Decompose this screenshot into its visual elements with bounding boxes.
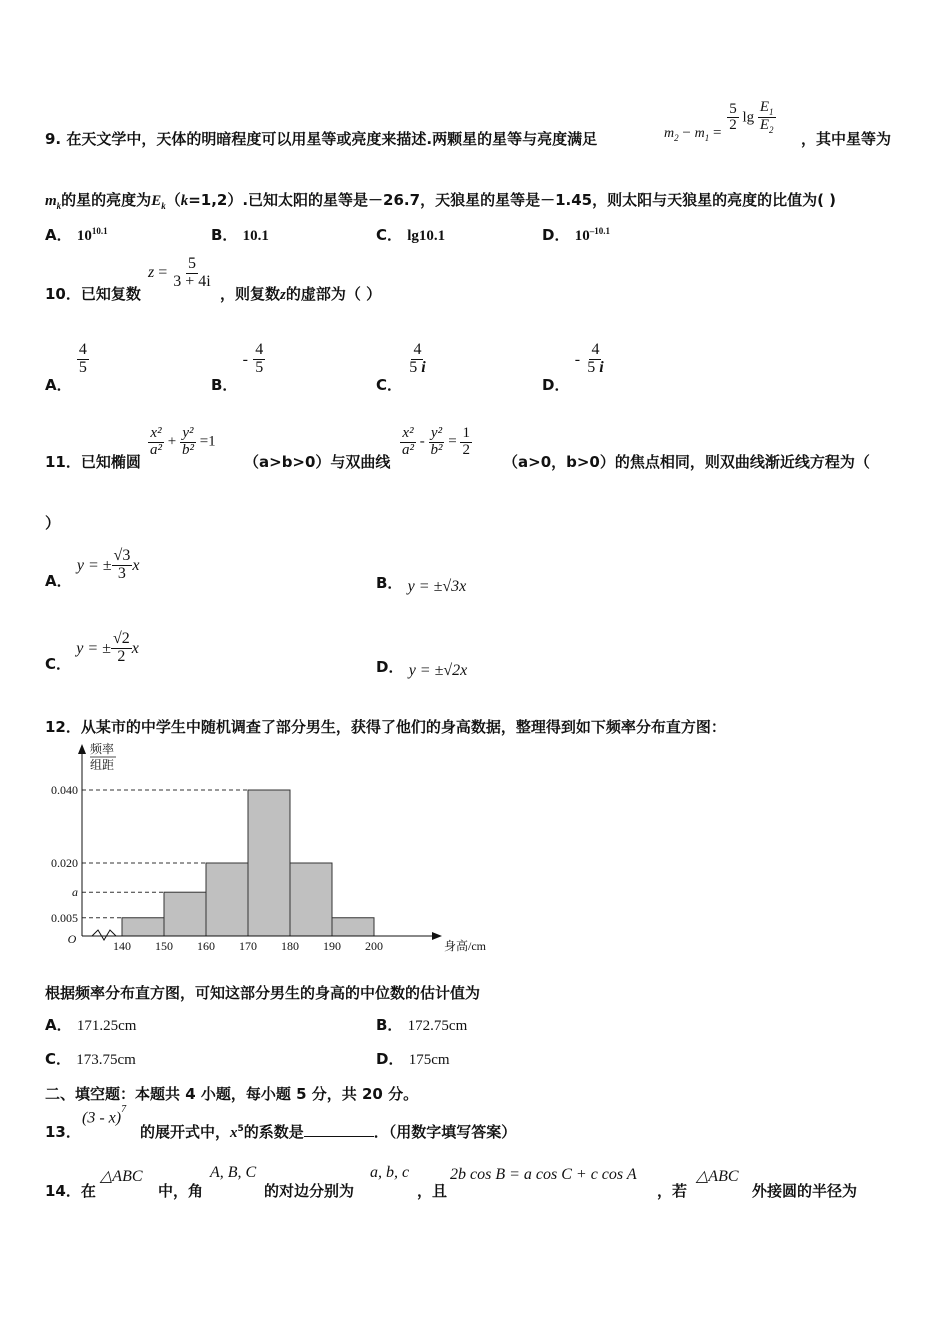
- q11-ellipse: $\frac{\text{x²}}{\text{a²}}$ + $\frac{\text{y²}}{\text{b²}}$ =1: [150, 425, 216, 458]
- q9-text-b: ，其中星等为: [801, 130, 892, 148]
- q14-text-6: 外接圆的半径为: [752, 1182, 858, 1200]
- q10-tail: ，则复数z的虚部为（ ）: [220, 285, 382, 303]
- x-tick-label: 190: [323, 939, 341, 953]
- q9-line2: $m_k$的星的亮度为$E_k(k=1,2)$.已知太阳的星等是－26.7，天狼星的星等是－1.45，则太阳与天狼星的亮度的比值为( ): [45, 191, 837, 211]
- q9-text-a: 在天文学中，天体的明暗程度可以用星等或亮度来描述.两颗星的星等与亮度满足: [66, 130, 598, 148]
- q12-question: 根据频率分布直方图，可知这部分男生的身高的中位数的估计值为: [45, 984, 481, 1002]
- q9-option-d[interactable]: D． $10^{-10.1}$: [542, 226, 610, 244]
- y-tick-label: a: [72, 885, 78, 900]
- y-tick-label: 0.020: [51, 856, 78, 870]
- x-tick-label: 140: [113, 939, 131, 953]
- q12-option-d[interactable]: D． 175cm: [376, 1050, 450, 1068]
- q11-option-c[interactable]: C． y = ± $\frac{√2}{2}$ x: [45, 630, 139, 673]
- x-tick-label: 180: [281, 939, 299, 953]
- q12-option-c[interactable]: C． 173.75cm: [45, 1050, 136, 1068]
- q14-equation: 2b cos B = a cos C + c cos A: [450, 1166, 637, 1183]
- q11-option-a[interactable]: A． y = ± $\frac{√3}{3}$ x: [45, 547, 140, 590]
- histogram-bar: [164, 892, 206, 936]
- q14-text-5: ，若: [657, 1182, 688, 1200]
- q9-formula: $m_2 - m_1$ = $\frac{5}{2}$ lg $\frac{E_1}{E_2}$: [664, 99, 774, 144]
- histogram-bar: [332, 918, 374, 936]
- q11-option-d[interactable]: D． y = ±√2x: [376, 658, 468, 679]
- y-axis-label-bottom: 组距: [90, 758, 115, 772]
- histogram-bar: [248, 790, 290, 936]
- x-axis-label: 身高/cm: [444, 939, 486, 953]
- q14-triangle-1: △ABC: [100, 1168, 143, 1185]
- q13-number: 13．: [45, 1123, 81, 1141]
- y-axis-arrow: [78, 744, 86, 754]
- x-tick-label: 170: [239, 939, 257, 953]
- q14-text-2: 中，角: [158, 1182, 204, 1200]
- q10-option-b[interactable]: B． - $\frac{4}{5}$: [211, 341, 264, 394]
- q9-option-a[interactable]: A． $10^{10.1}$: [45, 226, 108, 244]
- q12-option-b[interactable]: B． 172.75cm: [376, 1016, 468, 1034]
- q14-text-4: ，且: [417, 1182, 448, 1200]
- x-tick-label: 150: [155, 939, 173, 953]
- q11-cond2: （a>0，b>0）的焦点相同，则双曲线渐近线方程为（: [503, 453, 870, 471]
- histogram-bar: [122, 918, 164, 936]
- q14-triangle-2: △ABC: [696, 1168, 739, 1185]
- origin-label: O: [67, 932, 77, 946]
- q9-line1: [45, 128, 597, 149]
- q9-option-b[interactable]: B． 10.1: [211, 226, 269, 244]
- q12-text: 12．从某市的中学生中随机调查了部分男生，获得了他们的身高数据，整理得到如下频率分布直方图：: [45, 718, 726, 736]
- q11-intro: 11．已知椭圆: [45, 453, 141, 471]
- q11-hyperbola: $\frac{\text{x²}}{\text{a²}}$ - $\frac{\text{y²}}{\text{b²}}$ = $\frac{1}{2}$: [402, 425, 470, 458]
- x-tick-label: 200: [365, 939, 383, 953]
- y-axis-label-top: 频率: [90, 742, 115, 756]
- q13-formula: (3 - x)$^7$: [82, 1104, 127, 1127]
- y-tick-label: 0.040: [51, 783, 78, 797]
- q11-option-b[interactable]: B． y = ±√3x: [376, 574, 467, 595]
- histogram-chart: [40, 738, 486, 958]
- q11-cond1: （a>b>0）与双曲线: [244, 453, 391, 471]
- q14-text-3: 的对边分别为: [264, 1182, 355, 1200]
- q14-angles: A, B, C: [210, 1164, 257, 1181]
- q13-text: 的展开式中，$x^5$的系数是 ．（用数字填写答案）: [140, 1123, 517, 1141]
- y-tick-label: 0.005: [51, 910, 78, 925]
- q10-option-a[interactable]: A． $\frac{4}{5}$: [45, 341, 87, 394]
- q14-sides: a, b, c: [370, 1164, 410, 1181]
- q10-option-d[interactable]: D． - $\frac{4}{5 i}$: [542, 341, 604, 394]
- q9-option-c[interactable]: C． lg10.1: [376, 226, 446, 244]
- q10-formula: z = $\frac{5}{3 + 4i}$: [148, 255, 211, 290]
- x-axis-arrow: [432, 932, 442, 940]
- section2-heading: 二、填空题：本题共 4 小题，每小题 5 分，共 20 分。: [45, 1085, 419, 1103]
- x-tick-label: 160: [197, 939, 215, 953]
- q12-option-a[interactable]: A． 171.25cm: [45, 1016, 137, 1034]
- q13-answer-blank[interactable]: [304, 1122, 374, 1137]
- q9-number: 9.: [45, 130, 62, 148]
- histogram-bar: [290, 863, 332, 936]
- q11-close: ）: [45, 514, 61, 532]
- q10-line: 10．已知复数: [45, 285, 141, 303]
- q14-number: 14．在: [45, 1182, 96, 1200]
- histogram-bar: [206, 863, 248, 936]
- q10-option-c[interactable]: C． $\frac{4}{5 i}$: [376, 341, 426, 394]
